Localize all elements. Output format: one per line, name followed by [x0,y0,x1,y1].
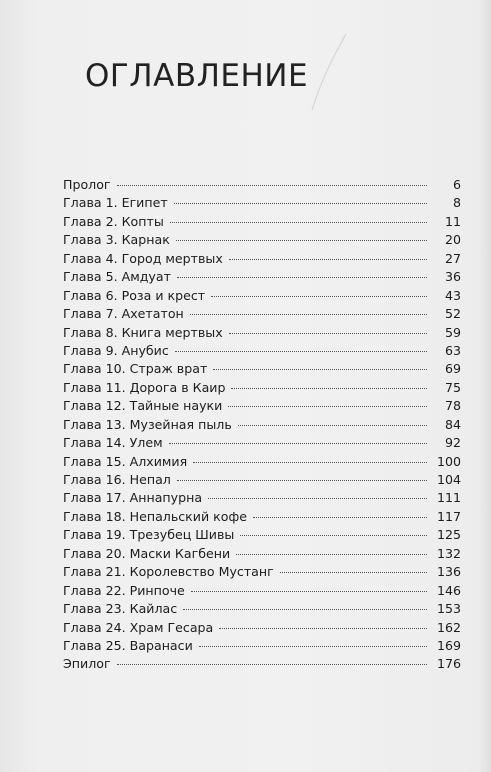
page-title: ОГЛАВЛЕНИЕ [85,58,309,94]
toc-entry-label: Глава 1. Египет [63,195,168,211]
toc-entry-label: Глава 16. Непал [63,472,171,487]
toc-entry-page-number: 36 [444,269,461,285]
toc-entry-label: Глава 23. Кайлас [63,601,178,617]
toc-entry [63,397,461,415]
toc-entry-label: Глава 15. Алхимия [63,453,188,469]
toc-entry-label: Глава 6. Роза и крест [63,287,206,303]
toc-entry [63,434,461,452]
dot-leader [193,462,427,463]
page-edge-shadow [479,0,491,772]
toc-entry-label: Глава 17. Аннапурна [63,490,203,506]
toc-entry-page-number: 20 [444,232,461,248]
toc-entry-label: Глава 21. Королевство Мустанг [63,564,274,580]
toc-entry-page-number: 125 [436,527,461,543]
toc-entry [63,619,461,637]
dot-leader [236,554,427,555]
toc-entry [63,305,461,323]
dot-leader [208,498,427,499]
toc-entry-page-number: 92 [444,435,461,451]
toc-entry-page-number: 8 [452,195,461,211]
toc-entry [63,563,461,581]
toc-entry-label: Глава 18. Непальский кофе [63,508,247,524]
toc-entry-label: Глава 22. Ринпоче [63,582,185,598]
toc-entry-page-number: 84 [444,416,461,432]
toc-entry-page-number: 11 [444,213,461,229]
toc-entry-page-number: 111 [436,490,461,506]
table-of-contents [63,176,461,674]
dot-leader [191,591,427,592]
toc-entry-page-number: 176 [436,656,461,672]
dot-leader [117,664,427,665]
toc-entry [63,453,461,471]
toc-entry-label: Пролог [63,177,111,192]
toc-entry [63,360,461,378]
toc-entry-label: Глава 7. Ахетатон [63,306,184,322]
toc-entry-page-number: 43 [444,287,461,303]
dot-leader [213,369,427,370]
toc-entry-page-number: 69 [444,361,461,377]
toc-entry [63,250,461,268]
toc-entry-label: Глава 14. Улем [63,435,163,451]
toc-entry-label: Глава 13. Музейная пыль [63,416,232,432]
dot-leader [231,388,427,389]
toc-entry [63,268,461,286]
toc-entry-label: Глава 25. Варанаси [63,637,193,653]
dot-leader [174,203,427,204]
toc-entry-label: Глава 5. Амдуат [63,269,171,285]
toc-entry-label: Эпилог [63,656,111,672]
page-crease-mark [308,32,348,112]
toc-entry-label: Глава 9. Анубис [63,342,169,358]
toc-entry-label: Глава 4. Город мертвых [63,250,223,266]
dot-leader [228,406,427,407]
toc-entry-page-number: 104 [436,472,461,487]
dot-leader [199,646,427,647]
toc-entry [63,213,461,231]
toc-entry-label: Глава 20. Маски Кагбени [63,545,231,561]
dot-leader [253,517,427,518]
dot-leader [229,333,427,334]
toc-entry-page-number: 146 [436,582,461,598]
dot-leader [190,314,427,315]
toc-entry [63,600,461,618]
toc-entry-page-number: 132 [436,545,461,561]
toc-entry [63,287,461,305]
toc-entry-page-number: 100 [436,453,461,469]
dot-leader [211,296,427,297]
toc-entry [63,194,461,212]
dot-leader [169,443,427,444]
toc-entry-page-number: 169 [436,637,461,653]
toc-entry [63,655,461,673]
toc-entry [63,508,461,526]
dot-leader [177,480,427,481]
toc-entry-label: Глава 12. Тайные науки [63,398,223,414]
toc-entry [63,582,461,600]
dot-leader [240,535,427,536]
dot-leader [280,572,427,573]
toc-entry-page-number: 63 [444,342,461,358]
dot-leader [238,425,427,426]
toc-entry-page-number: 6 [452,177,461,192]
toc-entry-label: Глава 10. Страж врат [63,361,208,377]
toc-entry-label: Глава 8. Книга мертвых [63,324,223,340]
toc-entry-label: Глава 3. Карнак [63,232,170,248]
toc-entry [63,176,461,194]
toc-entry-page-number: 117 [436,508,461,524]
toc-entry [63,231,461,249]
toc-entry-page-number: 59 [444,324,461,340]
dot-leader [229,259,427,260]
toc-entry-page-number: 153 [436,601,461,617]
toc-entry [63,489,461,507]
dot-leader [175,351,427,352]
toc-entry-label: Глава 19. Трезубец Шивы [63,527,235,543]
dot-leader [183,609,427,610]
toc-entry-page-number: 162 [436,619,461,635]
toc-entry [63,526,461,544]
toc-entry-label: Глава 2. Копты [63,213,164,229]
toc-entry-page-number: 78 [444,398,461,414]
toc-entry-page-number: 75 [444,379,461,395]
toc-entry-label: Глава 11. Дорога в Каир [63,379,226,395]
toc-entry [63,471,461,489]
dot-leader [176,240,427,241]
dot-leader [219,628,427,629]
dot-leader [117,185,427,186]
toc-entry [63,324,461,342]
toc-entry [63,545,461,563]
toc-entry-label: Глава 24. Храм Гесара [63,619,214,635]
dot-leader [177,277,427,278]
toc-entry [63,342,461,360]
toc-entry [63,637,461,655]
toc-entry-page-number: 27 [444,250,461,266]
toc-entry-page-number: 136 [436,564,461,580]
dot-leader [170,222,427,223]
toc-entry [63,379,461,397]
toc-entry [63,416,461,434]
toc-entry-page-number: 52 [444,306,461,322]
